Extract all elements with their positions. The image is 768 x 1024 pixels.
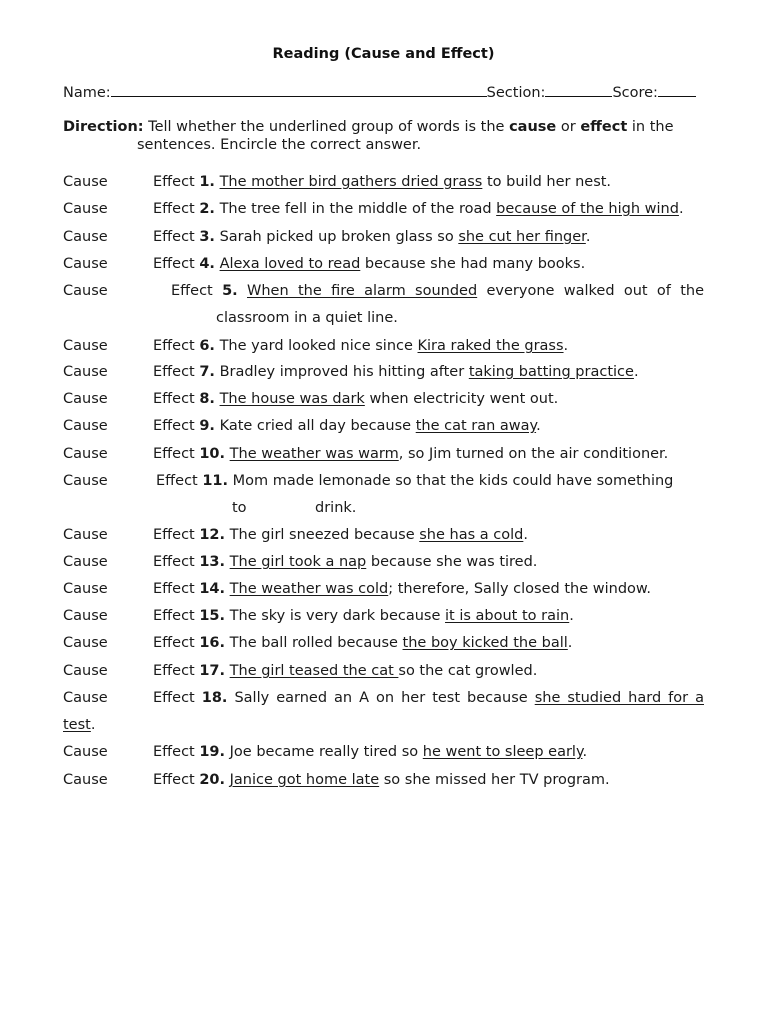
underlined-phrase: she has a cold	[419, 527, 524, 543]
question-number: 16.	[199, 635, 226, 651]
question-line	[153, 251, 585, 278]
choice-effect[interactable]: Effect	[153, 690, 195, 706]
name-blank[interactable]	[111, 82, 487, 97]
sentence-text: The girl sneezed because	[229, 527, 420, 543]
sentence-text: to build her nest.	[482, 174, 612, 190]
question-line	[156, 468, 673, 495]
underlined-phrase: When the fire alarm sounded	[247, 283, 478, 299]
choice-cause[interactable]: Cause	[63, 201, 108, 217]
question-number: 8.	[199, 391, 215, 407]
question-line	[153, 224, 590, 251]
direction-label: Direction:	[63, 119, 144, 135]
question-line	[153, 169, 611, 196]
underlined-phrase: The weather was warm	[229, 446, 399, 462]
question-number: 9.	[199, 418, 215, 434]
underlined-phrase: the boy kicked the ball	[402, 635, 568, 651]
question-number: 4.	[199, 256, 215, 272]
sentence-text: The yard looked nice since	[219, 338, 418, 354]
question-number: 1.	[199, 174, 215, 190]
choice-cause[interactable]: Cause	[63, 338, 108, 354]
choice-effect[interactable]: Effect	[153, 635, 195, 651]
question-line	[153, 630, 572, 657]
choice-effect[interactable]: Effect	[153, 554, 195, 570]
direction-text: in the	[627, 119, 674, 135]
choice-cause[interactable]: Cause	[63, 772, 108, 788]
sentence-continuation	[63, 712, 95, 739]
underlined-phrase: he went to sleep early	[422, 744, 583, 760]
sentence-continuation: classroom in a quiet line.	[216, 310, 398, 326]
choice-cause[interactable]: Cause	[63, 554, 108, 570]
choice-effect[interactable]: Effect	[153, 338, 195, 354]
choice-cause[interactable]: Cause	[63, 635, 108, 651]
choice-effect[interactable]: Effect	[153, 391, 195, 407]
choice-cause[interactable]: Cause	[63, 690, 108, 706]
question-number: 7.	[199, 364, 215, 380]
choice-cause[interactable]: Cause	[63, 663, 108, 679]
sentence-text: The sky is very dark because	[229, 608, 446, 624]
choice-effect[interactable]: Effect	[153, 201, 195, 217]
underlined-phrase: The house was dark	[219, 391, 365, 407]
sentence-text: , so Jim turned on the air conditioner.	[398, 446, 669, 462]
underlined-phrase: taking batting practice	[468, 364, 634, 380]
question-number: 6.	[199, 338, 215, 354]
underlined-phrase: the cat ran away	[415, 418, 537, 434]
underlined-phrase: she studied hard for a	[534, 690, 704, 706]
sentence-text: Joe became really tired so	[229, 744, 423, 760]
underlined-phrase: The girl took a nap	[229, 554, 367, 570]
question-line	[153, 441, 668, 468]
sentence-text: .	[90, 717, 96, 733]
sentence-text: .	[678, 201, 684, 217]
direction-effect: effect	[580, 119, 628, 135]
question-line	[153, 549, 537, 576]
question-number: 20.	[199, 772, 226, 788]
choice-cause[interactable]: Cause	[63, 744, 108, 760]
question-line	[153, 386, 558, 413]
choice-cause[interactable]: Cause	[63, 473, 108, 489]
choice-cause[interactable]: Cause	[63, 527, 108, 543]
choice-cause[interactable]: Cause	[63, 174, 108, 190]
choice-effect[interactable]: Effect	[153, 608, 195, 624]
direction-cause: cause	[509, 119, 557, 135]
question-number: 17.	[199, 663, 226, 679]
sentence-text: Sally earned an A on her test because	[234, 690, 535, 706]
sentence-text: Mom made lemonade so that the kids could have something	[232, 473, 674, 489]
sentence-text: when electricity went out.	[364, 391, 559, 407]
sentence-text: so the cat growled.	[398, 663, 538, 679]
choice-cause[interactable]: Cause	[63, 229, 108, 245]
underlined-phrase: The weather was cold	[229, 581, 389, 597]
sentence-text: ; therefore, Sally closed the window.	[388, 581, 652, 597]
choice-effect[interactable]: Effect	[153, 527, 195, 543]
score-blank[interactable]	[658, 82, 696, 97]
choice-cause[interactable]: Cause	[63, 391, 108, 407]
choice-effect[interactable]: Effect	[153, 174, 195, 190]
question-line	[153, 576, 651, 603]
underlined-phrase: The mother bird gathers dried grass	[219, 174, 483, 190]
choice-effect[interactable]: Effect	[171, 283, 213, 299]
sentence-text: because she was tired.	[366, 554, 538, 570]
question-line	[171, 278, 704, 305]
question-number: 11.	[202, 473, 229, 489]
sentence-text: Bradley improved his hitting after	[219, 364, 469, 380]
sentence-text: .	[582, 744, 588, 760]
choice-effect[interactable]: Effect	[153, 229, 195, 245]
sentence-text: .	[585, 229, 591, 245]
sentence-text: .	[567, 635, 573, 651]
question-number: 14.	[199, 581, 226, 597]
underlined-phrase: Janice got home late	[229, 772, 380, 788]
question-number: 10.	[199, 446, 226, 462]
question-number: 5.	[222, 283, 238, 299]
question-line	[153, 603, 574, 630]
choice-effect[interactable]: Effect	[153, 581, 195, 597]
choice-effect[interactable]: Effect	[156, 473, 198, 489]
underlined-phrase: test	[63, 717, 91, 733]
choice-cause[interactable]: Cause	[63, 256, 108, 272]
choice-effect[interactable]: Effect	[153, 256, 195, 272]
direction	[63, 118, 704, 154]
sentence-text: The ball rolled because	[229, 635, 403, 651]
question-line	[153, 359, 639, 386]
question-line	[153, 739, 587, 766]
sentence-text: .	[523, 527, 528, 543]
sentence-text: .	[536, 418, 541, 434]
question-number: 15.	[199, 608, 226, 624]
choice-cause[interactable]: Cause	[63, 364, 108, 380]
section-blank[interactable]	[545, 82, 612, 97]
sentence-text: Kate cried all day because	[219, 418, 416, 434]
sentence-text: .	[569, 608, 574, 624]
question-line	[153, 333, 568, 360]
sentence-text: Sarah picked up broken glass so	[219, 229, 459, 245]
underlined-phrase: it is about to rain	[445, 608, 570, 624]
choice-cause[interactable]: Cause	[63, 446, 108, 462]
question-number: 3.	[199, 229, 215, 245]
info-row	[63, 82, 704, 102]
question-line	[153, 413, 541, 440]
sentence-text: everyone walked out of the	[477, 283, 705, 299]
choice-effect[interactable]: Effect	[153, 364, 195, 380]
name-label: Name:	[63, 85, 111, 101]
choice-effect[interactable]: Effect	[153, 663, 195, 679]
choice-effect[interactable]: Effect	[153, 446, 195, 462]
sentence-text: so she missed her TV program.	[379, 772, 610, 788]
sentence-text: because she had many books.	[360, 256, 586, 272]
sentence-text: .	[563, 338, 569, 354]
question-line	[153, 196, 684, 223]
direction-line2: sentences. Encircle the correct answer.	[137, 137, 422, 153]
question-number: 12.	[199, 527, 226, 543]
question-number: 13.	[199, 554, 226, 570]
choice-cause[interactable]: Cause	[63, 283, 108, 299]
question-line	[153, 658, 537, 685]
question-number: 18.	[201, 690, 228, 706]
sentence-text: The tree fell in the middle of the road	[219, 201, 497, 217]
sentence-continuation: drink.	[315, 500, 357, 516]
underlined-phrase: The girl teased the cat	[229, 663, 399, 679]
question-number: 2.	[199, 201, 215, 217]
page-title: Reading (Cause and Effect)	[272, 46, 495, 62]
choice-cause[interactable]: Cause	[63, 581, 108, 597]
sentence-continuation: to	[232, 500, 247, 516]
underlined-phrase: Kira raked the grass	[417, 338, 564, 354]
choice-effect[interactable]: Effect	[153, 418, 195, 434]
direction-text: or	[556, 119, 581, 135]
underlined-phrase: because of the high wind	[496, 201, 679, 217]
direction-text: Tell whether the underlined group of words is the	[143, 119, 510, 135]
score-label: Score:	[612, 85, 658, 101]
choice-cause[interactable]: Cause	[63, 608, 108, 624]
underlined-phrase: Alexa loved to read	[219, 256, 361, 272]
question-number: 19.	[199, 744, 226, 760]
choice-effect[interactable]: Effect	[153, 744, 195, 760]
choice-cause[interactable]: Cause	[63, 418, 108, 434]
sentence-text: .	[633, 364, 639, 380]
question-line	[153, 685, 704, 712]
choice-effect[interactable]: Effect	[153, 772, 195, 788]
question-line	[153, 767, 610, 794]
section-label: Section:	[486, 85, 546, 101]
underlined-phrase: she cut her finger	[458, 229, 586, 245]
question-line	[153, 522, 528, 549]
